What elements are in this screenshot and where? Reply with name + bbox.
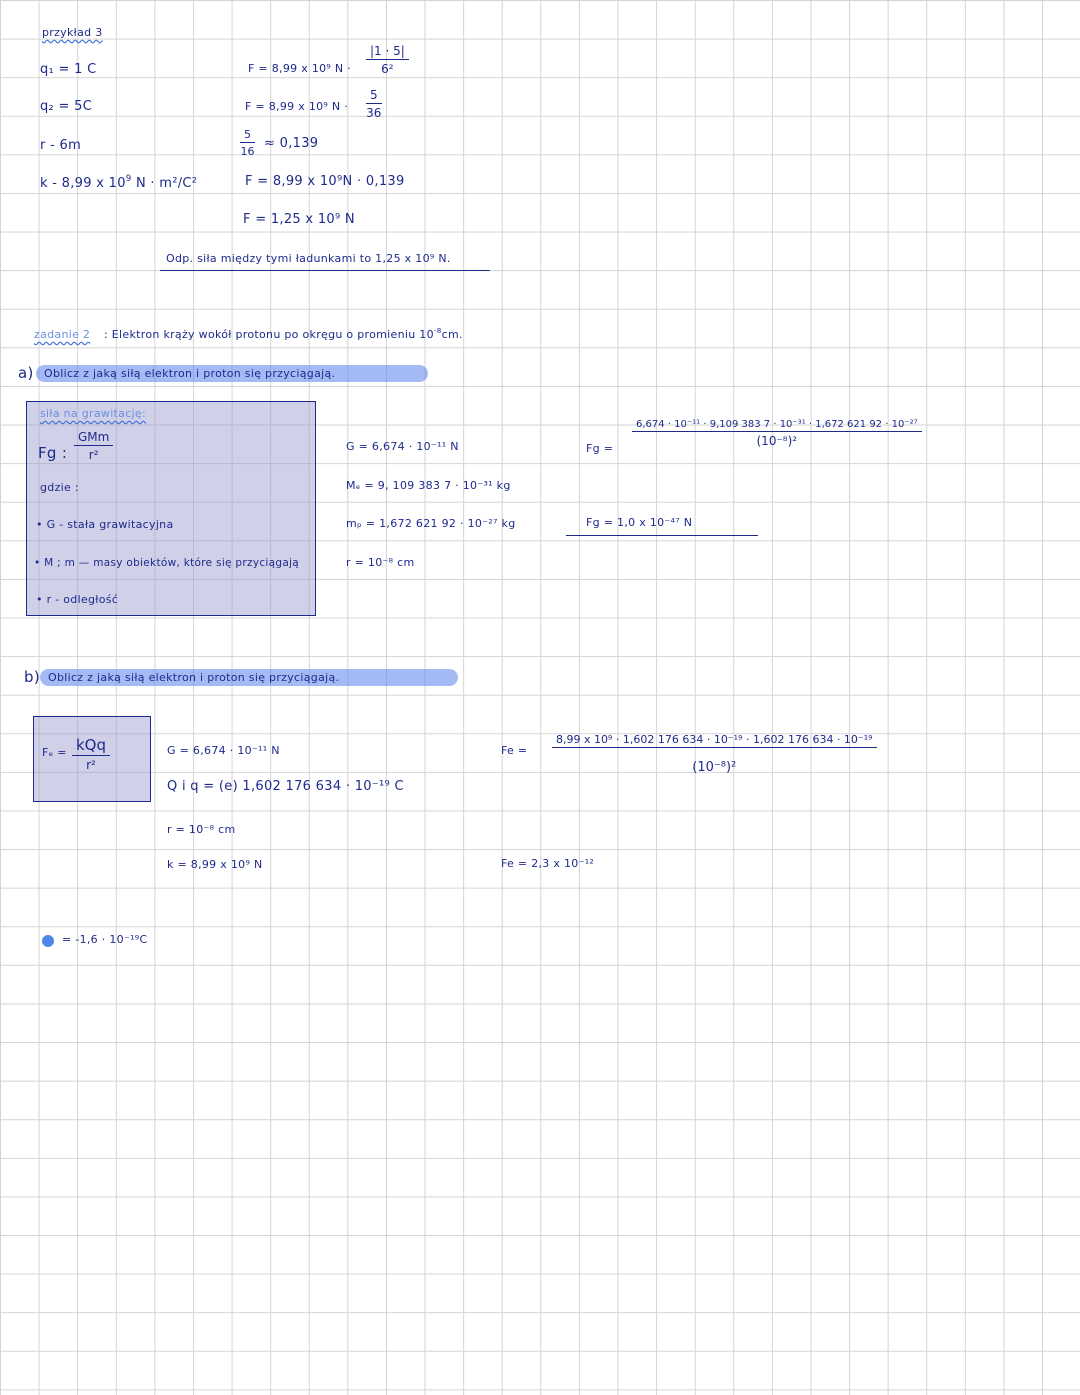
gravity-fraction <box>74 430 113 462</box>
eq2-denominator: 36 <box>366 106 382 120</box>
fg-result: Fg = 1,0 x 10⁻⁴⁷ N <box>586 516 693 529</box>
given-q1: q₁ = 1 C <box>40 62 97 77</box>
eq2-lhs: F = 8,99 x 10⁹ N · <box>245 100 349 113</box>
fg-result-underline <box>566 535 758 536</box>
electron-charge-icon <box>42 935 54 947</box>
given-k <box>40 173 198 191</box>
eq1-fraction <box>366 44 409 76</box>
given-G-b: G = 6,674 · 10⁻¹¹ N <box>167 744 280 757</box>
gravity-item-masses: • M ; m — masy obiektów, które się przyciągają <box>34 557 300 569</box>
fg-calc-fraction <box>632 419 922 448</box>
part-a-text: Oblicz z jaką siłą elektron i proton się przyciągają. <box>44 367 336 380</box>
part-b-text: Oblicz z jaką siłą elektron i proton się przyciągają. <box>48 671 340 684</box>
gravity-where: gdzie : <box>40 481 79 494</box>
eq1-numerator: |1 · 5| <box>366 44 409 60</box>
part-b-marker: b) <box>24 668 40 686</box>
approx-value: ≈ 0,139 <box>264 136 319 151</box>
fe-calc-numerator: 8,99 x 10⁹ · 1,602 176 634 · 10⁻¹⁹ · 1,602 176 634 · 10⁻¹⁹ <box>552 733 877 748</box>
approx-numerator: 5 <box>240 128 255 143</box>
coulomb-lhs: Fₑ = <box>42 746 67 759</box>
given-mp: mₚ = 1,672 621 92 · 10⁻²⁷ kg <box>346 517 516 530</box>
example-heading: przykład 3 <box>42 26 103 39</box>
gravity-item-r: • r - odległość <box>36 593 119 606</box>
given-Qq: Q i q = (e) 1,602 176 634 · 10⁻¹⁹ C <box>167 779 404 794</box>
eq2-fraction <box>366 88 382 120</box>
task2-radius-base: 10 <box>419 328 434 341</box>
coulomb-fraction <box>72 736 110 772</box>
given-k-units: N · m²/C² <box>135 176 198 191</box>
fe-calc-lhs: Fe = <box>501 744 528 757</box>
fe-result: Fe = 2,3 x 10⁻¹² <box>501 857 595 870</box>
given-r-a: r = 10⁻⁸ cm <box>346 556 415 569</box>
task2-label: zadanie 2 <box>34 328 91 341</box>
gravity-numerator: GMm <box>74 430 113 446</box>
coulomb-denominator: r² <box>86 758 96 772</box>
coulomb-numerator: kQq <box>72 736 110 756</box>
task2-statement-text: : Elektron krąży wokół protonu po okręgu o promieniu <box>104 328 416 341</box>
gravity-formula-box <box>26 401 316 616</box>
eq1-denominator: 6² <box>381 62 394 76</box>
fe-calc-denominator: (10⁻⁸)² <box>692 760 737 775</box>
fg-calc-numerator: 6,674 · 10⁻¹¹ · 9,109 383 7 · 10⁻³¹ · 1,672 621 92 · 10⁻²⁷ <box>632 419 922 432</box>
given-r: r - 6m <box>40 138 82 153</box>
eq3: F = 8,99 x 10⁹N · 0,139 <box>245 174 405 189</box>
electron-charge-note: = -1,6 · 10⁻¹⁹C <box>62 933 148 946</box>
task2-radius-exp: -8 <box>433 326 442 335</box>
given-r-b: r = 10⁻⁸ cm <box>167 823 236 836</box>
gravity-fg-label: Fg : <box>38 444 68 462</box>
approx-denominator: 16 <box>240 145 255 158</box>
answer: Odp. siła między tymi ładunkami to 1,25 x 10⁹ N. <box>166 252 451 265</box>
given-k-exp: 9 <box>125 173 132 184</box>
approx-fraction <box>240 128 255 158</box>
given-Me: Mₑ = 9, 109 383 7 · 10⁻³¹ kg <box>346 479 511 492</box>
fe-calc-fraction <box>552 733 877 775</box>
given-G-a: G = 6,674 · 10⁻¹¹ N <box>346 440 459 453</box>
answer-underline <box>160 270 490 271</box>
eq1-lhs: F = 8,99 x 10⁹ N · <box>248 62 352 75</box>
fg-calc-lhs: Fg = <box>586 442 614 455</box>
gravity-denominator: r² <box>88 448 99 462</box>
eq4: F = 1,25 x 10⁹ N <box>243 212 355 227</box>
task2-statement <box>104 328 463 341</box>
given-k-base: k - 8,99 x 10 <box>40 176 126 191</box>
given-q2: q₂ = 5C <box>40 99 93 114</box>
given-k-b: k = 8,99 x 10⁹ N <box>167 858 263 871</box>
gravity-box-title: siła na grawitację: <box>40 407 146 420</box>
gravity-item-G: • G - stała grawitacyjna <box>36 518 174 531</box>
part-a-marker: a) <box>18 364 34 382</box>
eq2-numerator: 5 <box>366 88 382 104</box>
task2-radius-unit: cm. <box>441 328 463 341</box>
fg-calc-denominator: (10⁻⁸)² <box>756 434 798 448</box>
